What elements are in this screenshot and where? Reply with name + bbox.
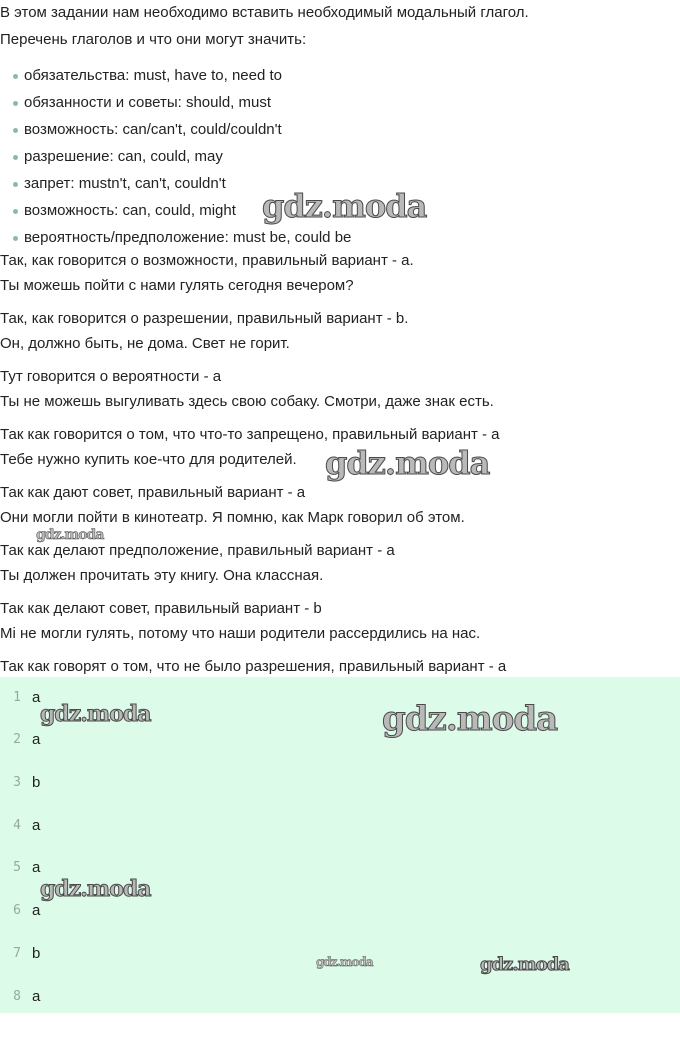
example-sentence: Он, должно быть, не дома. Свет не горит. (0, 335, 290, 352)
example-sentence: Ты должен прочитать эту книгу. Она классная. (0, 567, 324, 584)
explanation-line: Тут говорится о вероятности - a (0, 368, 222, 385)
list-item: возможность: can/can't, could/couldn't (0, 120, 351, 147)
bullet-icon (13, 74, 18, 79)
list-item: обязательства: must, have to, need to (0, 66, 351, 93)
list-item: вероятность/предположение: must be, could be (0, 228, 351, 255)
explanation-line: Так как делают предположение, правильный вариант - a (0, 542, 395, 559)
bullet-icon (13, 209, 18, 214)
example-sentence: Mi не могли гулять, потому что наши родители рассердились на нас. (0, 625, 481, 642)
bullet-icon (13, 236, 18, 241)
example-sentence: Ты можешь пойти с нами гулять сегодня вечером? (0, 277, 354, 294)
intro-line-1: В этом задании нам необходимо вставить необходимый модальный глагол. (0, 4, 529, 21)
answer-number: 1 (13, 690, 21, 705)
list-item: обязанности и советы: should, must (0, 93, 351, 120)
bullet-icon (13, 128, 18, 133)
explanation-line: Так, как говорится о возможности, правильный вариант - a. (0, 252, 414, 269)
watermark: gdz.moda (36, 527, 104, 543)
example-sentence: Ты не можешь выгуливать здесь свою собаку. Смотри, даже знак есть. (0, 393, 494, 410)
explanation-line: Так как делают совет, правильный вариант - b (0, 600, 322, 617)
watermark: gdz.moda (316, 955, 373, 969)
answer-value: a (32, 689, 41, 706)
answer-value: b (32, 945, 41, 962)
watermark: gdz.moda (382, 699, 558, 739)
explanation-line: Так как дают совет, правильный вариант - a (0, 484, 306, 501)
watermark: gdz.moda (40, 876, 151, 902)
watermark: gdz.moda (40, 701, 151, 727)
answer-number: 2 (13, 732, 21, 747)
explanation-line: Так как говорят о том, что не было разрешения, правильный вариант - a (0, 658, 507, 675)
watermark: gdz.moda (325, 444, 490, 482)
explanation-line: Так как говорится о том, что что-то запрещено, правильный вариант - a (0, 426, 500, 443)
answer-number: 3 (13, 775, 21, 790)
example-sentence: Тебе нужно купить кое-что для родителей. (0, 451, 297, 468)
bullet-icon (13, 155, 18, 160)
watermark: gdz.moda (262, 187, 427, 225)
answer-number: 6 (13, 903, 21, 918)
answer-number: 8 (13, 989, 21, 1004)
intro-line-2: Перечень глаголов и что они могут значить: (0, 31, 307, 48)
answer-value: a (32, 817, 41, 834)
list-item: разрешение: can, could, may (0, 147, 351, 174)
example-sentence: Они могли пойти в кинотеатр. Я помню, как Марк говорил об этом. (0, 509, 465, 526)
answer-number: 5 (13, 860, 21, 875)
bullet-icon (13, 182, 18, 187)
answer-value: a (32, 902, 41, 919)
list-item: запрет: mustn't, can't, couldn't (0, 174, 351, 201)
answer-number: 7 (13, 946, 21, 961)
answer-value: a (32, 731, 41, 748)
modal-verb-list (0, 66, 351, 255)
answer-value: a (32, 988, 41, 1005)
bullet-icon (13, 101, 18, 106)
answer-value: a (32, 859, 41, 876)
answer-value: b (32, 774, 41, 791)
list-item: возможность: can, could, might (0, 201, 351, 228)
answer-number: 4 (13, 818, 21, 833)
watermark: gdz.moda (480, 954, 569, 975)
explanation-line: Так, как говорится о разрешении, правильный вариант - b. (0, 310, 409, 327)
